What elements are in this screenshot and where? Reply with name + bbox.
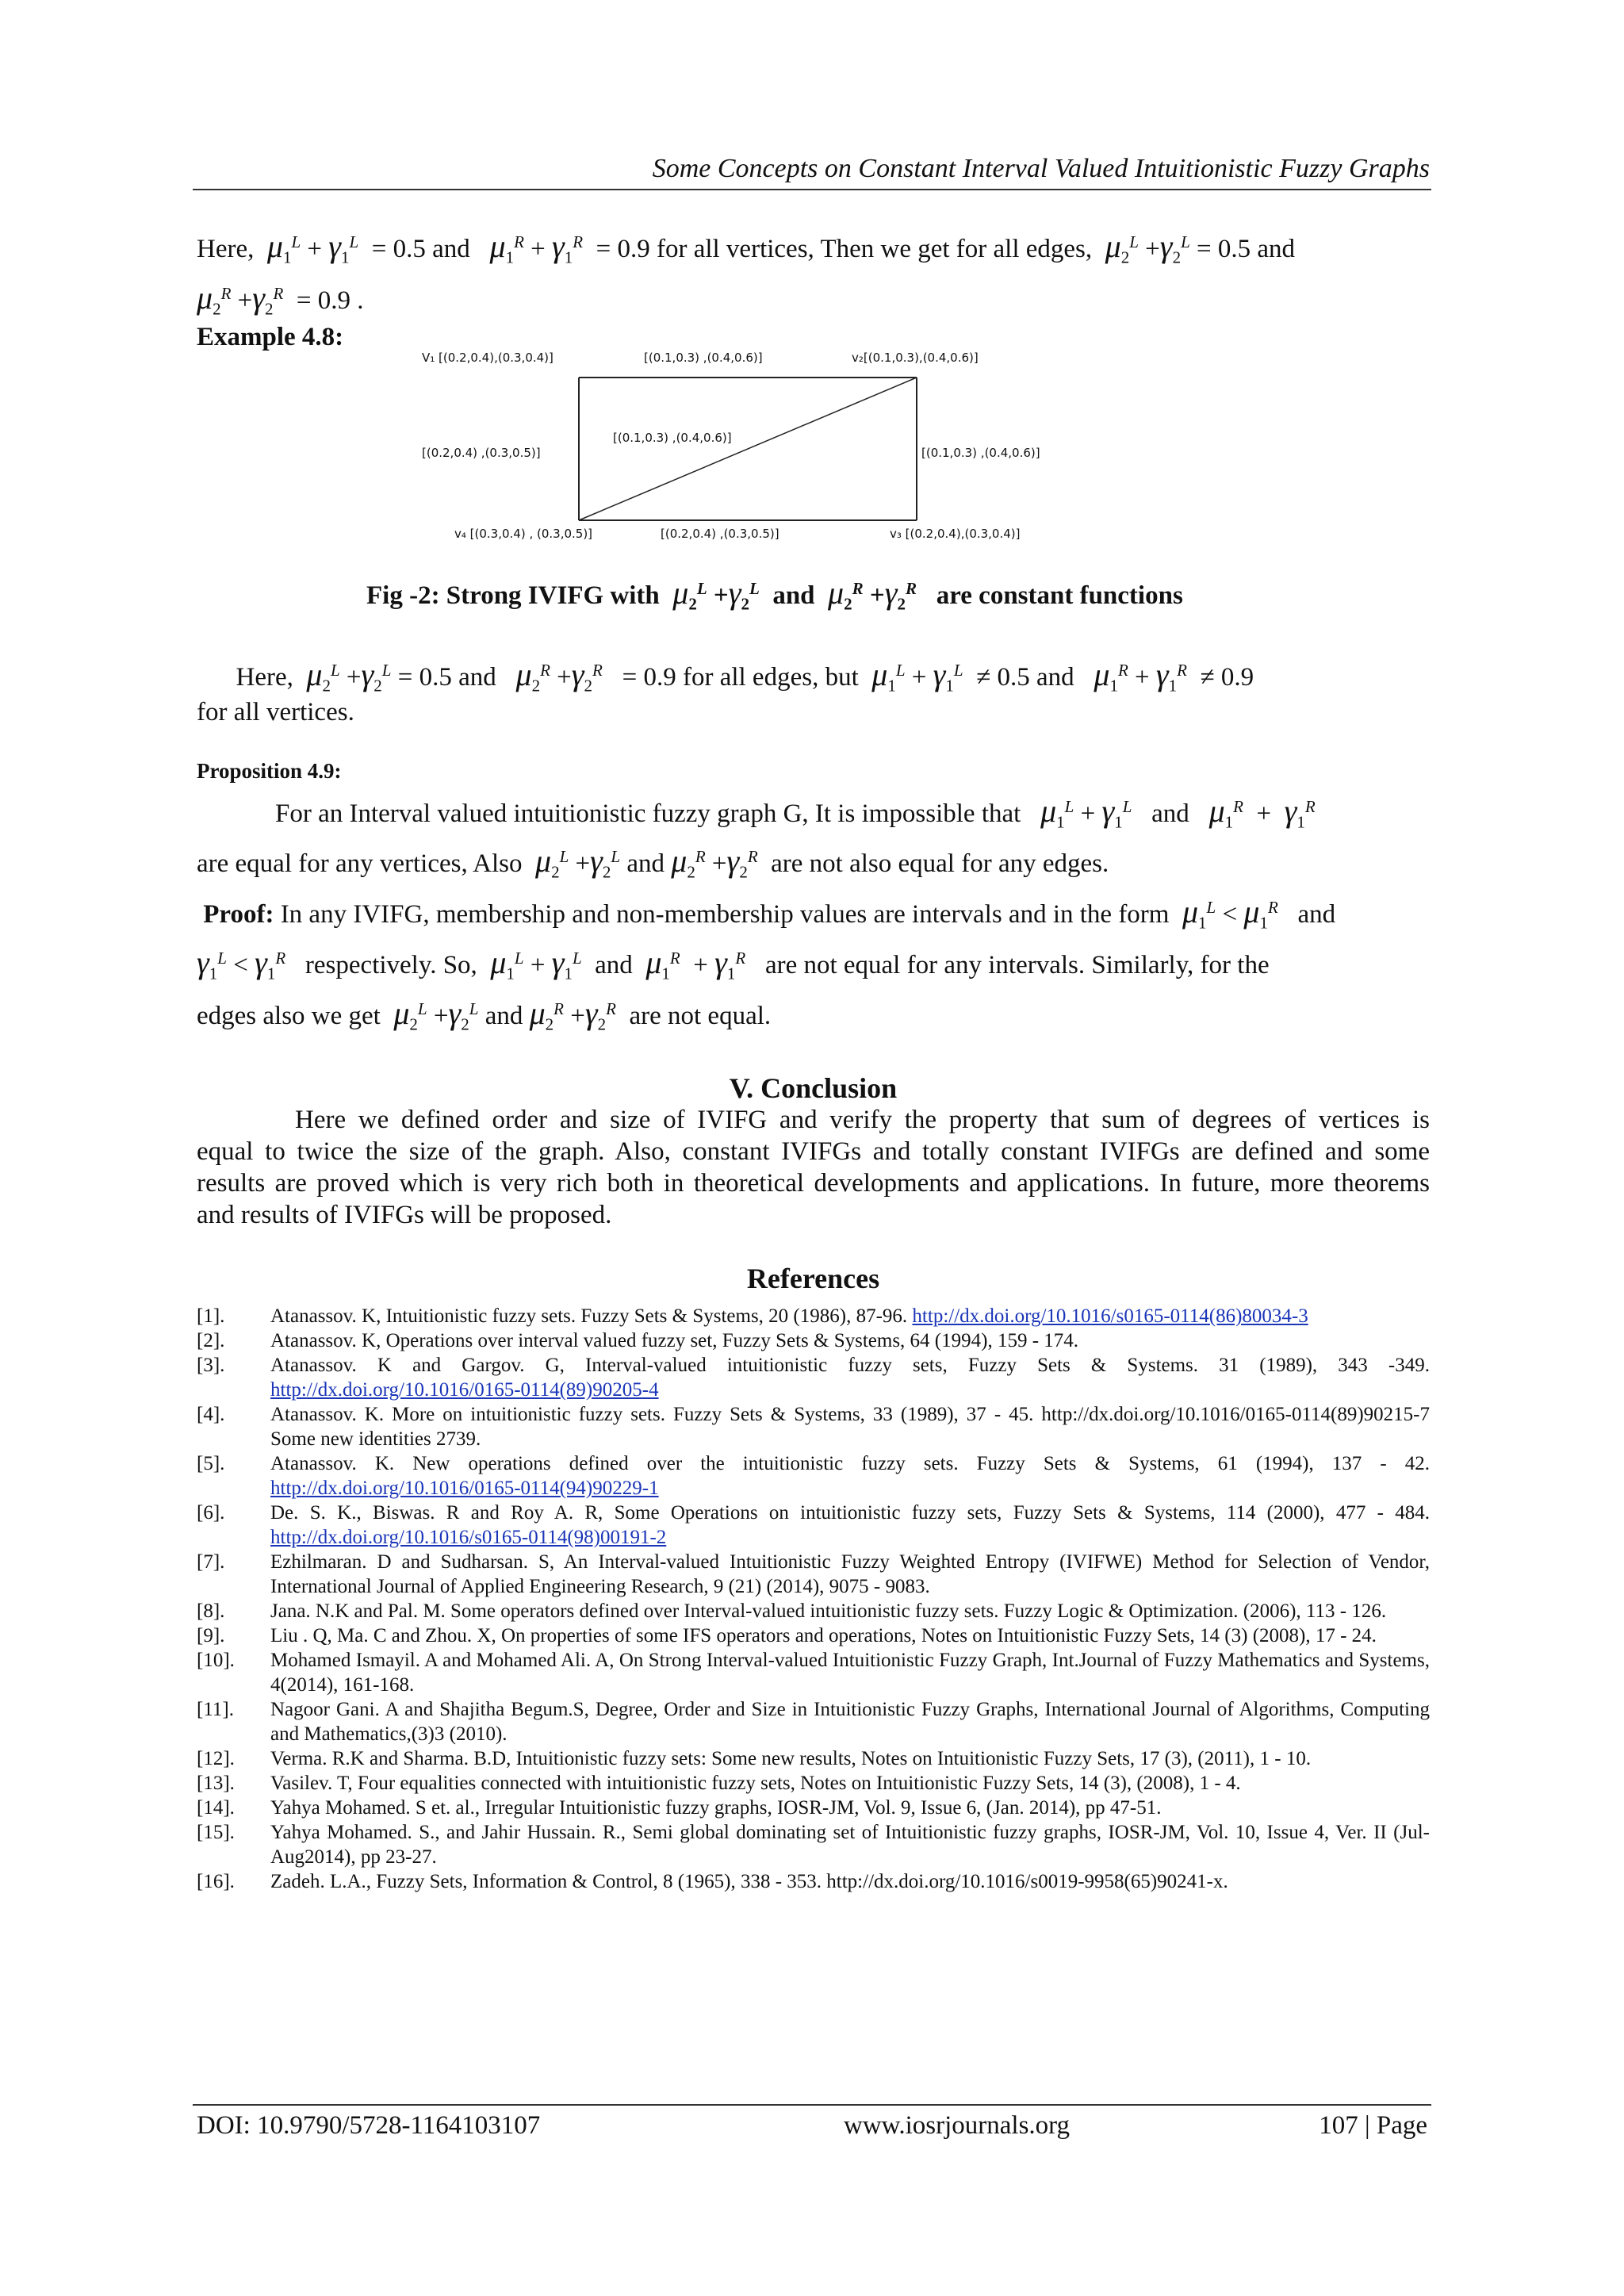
reference-link[interactable]: http://dx.doi.org/10.1016/s0165-0114(98)00191-2 [270,1527,667,1548]
reference-item [197,1353,1430,1402]
reference-item [197,1451,1430,1501]
reference-number: [6]. [197,1502,225,1524]
edge-v4-v2-label: [(0.1,0.3) ,(0.4,0.6)] [613,431,732,445]
reference-body: Yahya Mohamed. S et. al., Irregular Intuitionistic fuzzy graphs, IOSR-JM, Vol. 9, Issue 6, (Jan. 2014), pp 47-51. [270,1797,1162,1819]
ivifg-graph [412,347,1067,547]
reference-item [197,1820,1430,1869]
prop-line2: are equal for any vertices, Also $\mu_2^L +\gamma_2^L$ and $\mu_2^R +\gamma_2^R$ are not also equal for any edges. [197,843,1109,882]
reference-text [270,1869,1430,1894]
reference-text [270,1648,1430,1697]
reference-number: [10]. [197,1650,235,1671]
reference-item [197,1648,1430,1697]
footer-doi: DOI: 10.9790/5728-1164103107 [197,2111,541,2140]
reference-text [270,1796,1430,1820]
reference-number: [16]. [197,1871,235,1892]
reference-item [197,1402,1430,1451]
reference-body: Vasilev. T, Four equalities connected with intuitionistic fuzzy sets, Notes on Intuitionistic Fuzzy Sets, 14 (3), (2008), 1 - 4. [270,1773,1241,1794]
reference-text [270,1599,1430,1623]
reference-item [197,1623,1430,1648]
edge-v4-v2 [579,378,917,520]
reference-body: Atanassov. K. New operations defined over the intuitionistic fuzzy sets. Fuzzy Sets & Systems, 61 (1994), 137 - 42. [270,1453,1430,1474]
reference-body: Ezhilmaran. D and Sudharsan. S, An Interval-valued Intuitionistic Fuzzy Weighted Entropy (IVIFWE) Method for Selection of Vendor, International Journal of Applied Engineering Research, 9 (21) (2014), 9075 - 9083. [270,1551,1430,1597]
reference-body: Liu . Q, Ma. C and Zhou. X, On properties of some IFS operators and operations, Notes on Intuitionistic Fuzzy Sets, 14 (3) (2008), 17 - 24. [270,1625,1377,1646]
reference-item [197,1599,1430,1623]
footer-page-number: 107 | Page [1319,2111,1427,2140]
reference-number: [2]. [197,1330,225,1351]
reference-item [197,1697,1430,1746]
proof-line1: Proof: In any IVIFG, membership and non-membership values are intervals and in the form $\mu_1^L < \mu_1^R$ and [203,894,1336,933]
reference-number: [12]. [197,1748,235,1769]
reference-item [197,1328,1430,1353]
reference-text [270,1328,1430,1353]
reference-body: Atanassov. K and Gargov. G, Interval-valued intuitionistic fuzzy sets, Fuzzy Sets & Systems. 31 (1989), 343 -349. [270,1355,1430,1376]
reference-number: [3]. [197,1355,225,1376]
para1-line1: Here, $\mu_1^L + \gamma_1^L = 0.5$ and $\mu_1^R + \gamma_1^R = 0.9$ for all vertices, Then we get for all edges, $\mu_2^L +\gamma_2^L = 0.5$ and [197,228,1296,267]
reference-number: [7]. [197,1551,225,1573]
reference-link[interactable]: http://dx.doi.org/10.1016/0165-0114(89)90205-4 [270,1379,659,1401]
reference-text [270,1746,1430,1771]
conclusion-line1: Here we defined order and size of IVIFG and verify the property that sum of degrees of vertices is [295,1106,1430,1134]
edge-v1-v4-label: [(0.2,0.4) ,(0.3,0.5)] [422,446,541,460]
references-heading: References [746,1263,880,1294]
proof-line2: $\gamma_1^L < \gamma_1^R$ respectively. So, $\mu_1^L + \gamma_1^L$ and $\mu_1^R + \gamma_1^R$ are not equal for any intervals. Similarly, for the [197,945,1270,983]
reference-number: [11]. [197,1699,234,1720]
reference-body: Atanassov. K, Operations over interval valued fuzzy set, Fuzzy Sets & Systems, 64 (1994), 159 - 174. [270,1330,1079,1351]
reference-item [197,1869,1430,1894]
graph-edges [579,378,917,520]
reference-number: [4]. [197,1404,225,1425]
footer-rule [193,2104,1431,2106]
edge-v4-v3-label: [(0.2,0.4) ,(0.3,0.5)] [661,527,779,541]
reference-body: Atanassov. K. More on intuitionistic fuzzy sets. Fuzzy Sets & Systems, 33 (1989), 37 - 45. http://dx.doi.org/10.1016/0165-0114(89)90215-7 Some new identities 2739. [270,1404,1430,1450]
reference-body: Mohamed Ismayil. A and Mohamed Ali. A, On Strong Interval-valued Intuitionistic Fuzzy Graph, Int.Journal of Fuzzy Mathematics and Systems, 4(2014), 161-168. [270,1650,1430,1696]
prop-label: Proposition 4.9: [197,759,342,783]
reference-link[interactable]: http://dx.doi.org/10.1016/0165-0114(94)90229-1 [270,1478,659,1499]
para1-line2: $\mu_2^R +\gamma_2^R = 0.9$ . [197,280,364,319]
conclusion-line2: equal to twice the size of the graph. Also, constant IVIFGs and totally constant IVIFGs are defined and some [197,1137,1430,1166]
edge-v2-v3-label: [(0.1,0.3) ,(0.4,0.6)] [921,446,1040,460]
reference-item [197,1746,1430,1771]
reference-item [197,1550,1430,1599]
edge-v1-v2-label: [(0.1,0.3) ,(0.4,0.6)] [644,351,763,365]
reference-body: Verma. R.K and Sharma. B.D, Intuitionistic fuzzy sets: Some new results, Notes on Intuitionistic Fuzzy Sets, 17 (3), (2011), 1 - 10. [270,1748,1312,1769]
conclusion-line4: and results of IVIFGs will be proposed. [197,1201,612,1229]
reference-text [270,1820,1430,1869]
references-list [197,1304,1430,1894]
header-rule [193,189,1431,190]
para2-line2: for all vertices. [197,698,354,726]
reference-number: [1]. [197,1305,225,1327]
reference-text [270,1304,1430,1328]
para2-line1: Here, $\mu_2^L +\gamma_2^L = 0.5$ and $\mu_2^R +\gamma_2^R$ = 0.9 for all edges, but $\mu_1^L + \gamma_1^L \ne 0.5$ and $\mu_1^R + \gamma_1^R \ne 0.9$ [236,657,1254,696]
reference-body: Atanassov. K, Intuitionistic fuzzy sets. Fuzzy Sets & Systems, 20 (1986), 87-96. [270,1305,913,1327]
figure-caption: Fig -2: Strong IVIFG with $\mu_2^L +\gamma_2^L$ and $\mu_2^R +\gamma_2^R$ are constant functions [366,575,1183,614]
reference-item [197,1501,1430,1550]
reference-text [270,1550,1430,1599]
conclusion-heading: V. Conclusion [729,1072,898,1104]
prop-line1: For an Interval valued intuitionistic fuzzy graph G, It is impossible that $\mu_1^L + \gamma_1^L$ and $\mu_1^R + \gamma_1^R$ [275,793,1316,832]
example-label: Example 4.8: [197,323,344,351]
vertex-v2-label: v₂[(0.1,0.3),(0.4,0.6)] [852,351,979,365]
reference-text [270,1402,1430,1451]
reference-body: De. S. K., Biswas. R and Roy A. R, Some Operations on intuitionistic fuzzy sets, Fuzzy Sets & Systems, 114 (2000), 477 - 484. [270,1502,1430,1524]
reference-text [270,1623,1430,1648]
reference-item [197,1796,1430,1820]
reference-number: [14]. [197,1797,235,1819]
reference-number: [13]. [197,1773,235,1794]
vertex-v4-label: v₄ [(0.3,0.4) , (0.3,0.5)] [454,527,593,541]
reference-text [270,1771,1430,1796]
reference-body: Jana. N.K and Pal. M. Some operators defined over Interval-valued intuitionistic fuzzy sets. Fuzzy Logic & Optimization. (2006), 113 - 126. [270,1600,1387,1622]
reference-body: Yahya Mohamed. S., and Jahir Hussain. R., Semi global dominating set of Intuitionistic fuzzy graphs, IOSR-JM, Vol. 10, Issue 4, Ver. II (Jul-Aug2014), pp 23-27. [270,1822,1430,1868]
proof-line3: edges also we get $\mu_2^L +\gamma_2^L$ and $\mu_2^R +\gamma_2^R$ are not equal. [197,995,772,1034]
reference-number: [15]. [197,1822,235,1843]
reference-body: Nagoor Gani. A and Shajitha Begum.S, Degree, Order and Size in Intuitionistic Fuzzy Graphs, International Journal of Algorithms, Computing and Mathematics,(3)3 (2010). [270,1699,1430,1745]
reference-text [270,1501,1430,1550]
reference-number: [5]. [197,1453,225,1474]
reference-number: [9]. [197,1625,225,1646]
reference-text [270,1451,1430,1501]
reference-item [197,1771,1430,1796]
reference-text [270,1353,1430,1402]
reference-number: [8]. [197,1600,225,1622]
vertex-v3-label: v₃ [(0.2,0.4),(0.3,0.4)] [890,527,1021,541]
reference-link[interactable]: http://dx.doi.org/10.1016/s0165-0114(86)80034-3 [912,1305,1308,1327]
footer-site[interactable]: www.iosrjournals.org [844,2111,1071,2140]
reference-text [270,1697,1430,1746]
conclusion-line3: results are proved which is very rich both in theoretical developments and applications. In future, more theorems [197,1169,1430,1198]
reference-item [197,1304,1430,1328]
vertex-v1-label: V₁ [(0.2,0.4),(0.3,0.4)] [422,351,553,365]
reference-body: Zadeh. L.A., Fuzzy Sets, Information & Control, 8 (1965), 338 - 353. http://dx.doi.org/10.1016/s0019-9958(65)90241-x. [270,1871,1228,1892]
running-title: Some Concepts on Constant Interval Valued Intuitionistic Fuzzy Graphs [652,154,1430,183]
